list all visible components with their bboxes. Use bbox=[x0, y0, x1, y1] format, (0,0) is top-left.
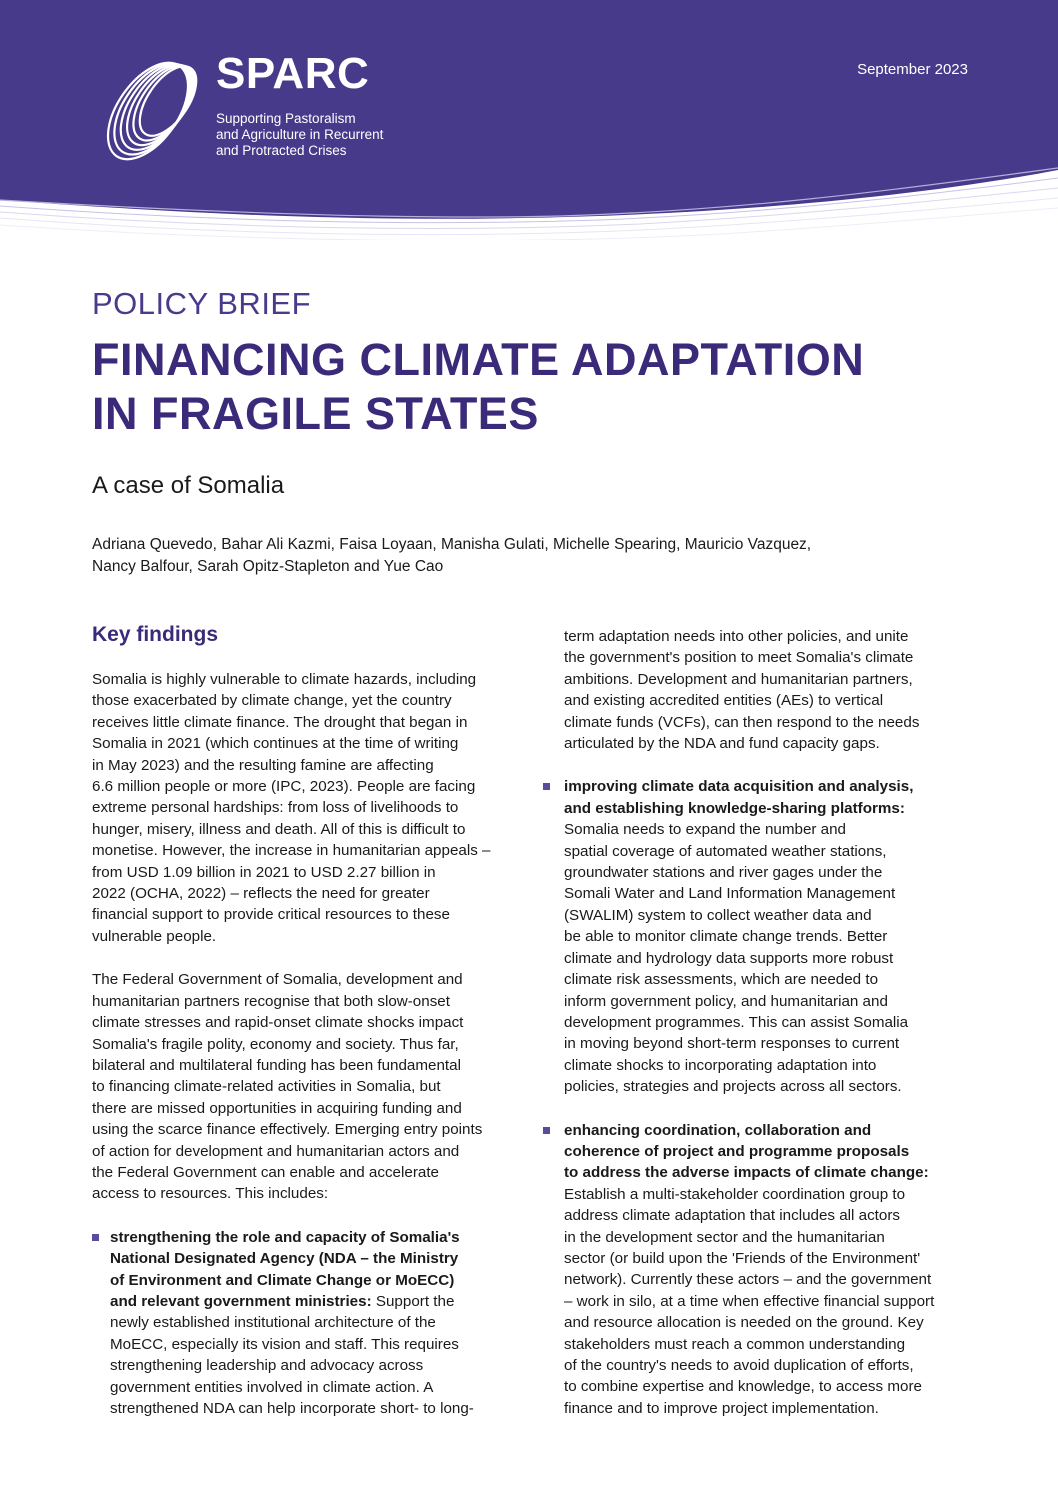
text-line: spatial coverage of automated weather stations, bbox=[564, 842, 887, 860]
text-line: Somalia in 2021 (which continues at the time of writing bbox=[92, 735, 459, 753]
text-line: climate risk assessments, which are needed to bbox=[564, 971, 879, 989]
text-line: strengthened NDA can help incorporate short- to long- bbox=[110, 1400, 474, 1417]
bullet-heading-line: coherence of project and programme proposals bbox=[564, 1142, 910, 1160]
text-line: policies, strategies and projects across all sectors. bbox=[564, 1078, 902, 1096]
text-line: to combine expertise and knowledge, to access more bbox=[564, 1378, 922, 1396]
text-line: inform government policy, and humanitarian and bbox=[564, 992, 888, 1010]
text-line: financial support to provide critical resources to these bbox=[92, 906, 450, 924]
text-line: government entities involved in climate action. A bbox=[110, 1378, 434, 1396]
bullet-heading-line: strengthening the role and capacity of Somalia's bbox=[110, 1228, 460, 1246]
body-paragraph bbox=[564, 626, 968, 754]
text-line: of the country's needs to avoid duplication of efforts, bbox=[564, 1357, 914, 1374]
text-line: from USD 1.09 billion in 2021 to USD 2.27 billion in bbox=[92, 863, 436, 881]
text-line: vulnerable people. bbox=[92, 927, 217, 945]
text-line: receives little climate finance. The drought that began in bbox=[92, 713, 468, 731]
text-line: 6.6 million people or more (IPC, 2023). People are facing bbox=[92, 778, 476, 796]
text-fragment: Support the bbox=[371, 1292, 455, 1310]
text-line: climate funds (VCFs), can then respond to the needs bbox=[564, 713, 920, 731]
text-line: in moving beyond short-term responses to current bbox=[564, 1035, 900, 1053]
finding-bullet bbox=[92, 1227, 516, 1420]
tagline-line: and Protracted Crises bbox=[216, 143, 347, 158]
text-line: in the development sector and the humanitarian bbox=[564, 1228, 885, 1246]
bullet-square-icon bbox=[92, 1234, 99, 1241]
body-paragraph bbox=[92, 969, 516, 1204]
text-line: bilateral and multilateral funding has been fundamental bbox=[92, 1056, 461, 1074]
text-line: sector (or build upon the 'Friends of the Environment' bbox=[564, 1249, 921, 1267]
text-line: Somalia's fragile polity, economy and society. Thus far, bbox=[92, 1035, 459, 1053]
text-line: to financing climate-related activities in Somalia, but bbox=[92, 1078, 441, 1096]
publication-date: September 2023 bbox=[857, 61, 968, 78]
text-line: 2022 (OCHA, 2022) – reflects the need for greater bbox=[92, 885, 430, 903]
title-line: IN FRAGILE STATES bbox=[92, 388, 539, 439]
text-line: and existing accredited entities (AEs) to vertical bbox=[564, 692, 884, 710]
document-title bbox=[92, 333, 992, 441]
bullet-heading-line: to address the adverse impacts of climate change: bbox=[564, 1164, 929, 1182]
right-column bbox=[564, 626, 968, 1441]
author-list bbox=[92, 534, 972, 578]
brand-name: SPARC bbox=[216, 49, 370, 98]
body-paragraph bbox=[92, 669, 516, 947]
text-line: newly established institutional architecture of the bbox=[110, 1314, 436, 1332]
text-line: development programmes. This can assist Somalia bbox=[564, 1013, 909, 1031]
left-column bbox=[92, 669, 516, 1441]
text-line: monetise. However, the increase in humanitarian appeals – bbox=[92, 842, 491, 860]
bullet-heading-line: of Environment and Climate Change or MoECC) bbox=[110, 1271, 455, 1289]
text-line: Somalia needs to expand the number and bbox=[564, 821, 847, 839]
text-line: groundwater stations and river gages under the bbox=[564, 864, 883, 882]
author-line: Nancy Balfour, Sarah Opitz-Stapleton and Yue Cao bbox=[92, 558, 444, 575]
brand-tagline bbox=[216, 111, 383, 159]
document-type-label: POLICY BRIEF bbox=[92, 286, 312, 321]
text-line: Establish a multi-stakeholder coordination group to bbox=[564, 1185, 906, 1203]
text-line: and resource allocation is needed on the ground. Key bbox=[564, 1314, 924, 1332]
text-line: there are missed opportunities in acquiring funding and bbox=[92, 1099, 462, 1117]
text-line: those exacerbated by climate change, yet the country bbox=[92, 692, 452, 710]
sparc-logo-icon bbox=[78, 46, 218, 176]
tagline-line: Supporting Pastoralism bbox=[216, 111, 356, 126]
text-line: hunger, misery, illness and death. All of this is difficult to bbox=[92, 820, 466, 838]
bullet-mixed-line bbox=[110, 1291, 516, 1312]
text-line: Somali Water and Land Information Management bbox=[564, 885, 896, 903]
finding-bullet bbox=[564, 776, 968, 1097]
text-line: be able to monitor climate change trends. Better bbox=[564, 928, 888, 946]
text-line: MoECC, especially its vision and staff. This requires bbox=[110, 1335, 459, 1353]
bullet-square-icon bbox=[543, 783, 550, 790]
text-line: address climate adaptation that includes all actors bbox=[564, 1207, 901, 1225]
title-line: FINANCING CLIMATE ADAPTATION bbox=[92, 334, 865, 385]
key-findings-heading: Key findings bbox=[92, 623, 219, 646]
text-line: climate and hydrology data supports more robust bbox=[564, 949, 894, 967]
text-line: humanitarian partners recognise that both slow-onset bbox=[92, 992, 450, 1010]
text-line: articulated by the NDA and fund capacity gaps. bbox=[564, 735, 880, 753]
text-line: stakeholders must reach a common understanding bbox=[564, 1335, 906, 1353]
text-line: access to resources. This includes: bbox=[92, 1185, 329, 1203]
bullet-square-icon bbox=[543, 1127, 550, 1134]
header-banner bbox=[0, 0, 1058, 240]
text-line: (SWALIM) system to collect weather data and bbox=[564, 906, 872, 924]
text-line: The Federal Government of Somalia, development and bbox=[92, 971, 463, 989]
author-line: Adriana Quevedo, Bahar Ali Kazmi, Faisa Loyaan, Manisha Gulati, Michelle Spearing, Mauricio Vazquez, bbox=[92, 536, 812, 553]
text-line: Somalia is highly vulnerable to climate hazards, including bbox=[92, 671, 477, 688]
bullet-heading-line: improving climate data acquisition and analysis, bbox=[564, 778, 914, 796]
text-line: extreme personal hardships: from loss of livelihoods to bbox=[92, 799, 459, 817]
text-line: climate shocks to incorporating adaptation into bbox=[564, 1056, 877, 1074]
text-line: the government's position to meet Somalia's climate bbox=[564, 649, 914, 667]
document-subtitle: A case of Somalia bbox=[92, 472, 285, 499]
finding-bullet bbox=[564, 1120, 968, 1420]
text-line: ambitions. Development and humanitarian partners, bbox=[564, 670, 913, 688]
tagline-line: and Agriculture in Recurrent bbox=[216, 127, 384, 142]
text-line: in May 2023) and the resulting famine are affecting bbox=[92, 756, 434, 774]
bullet-heading-line: and relevant government ministries: bbox=[110, 1292, 372, 1310]
text-line: the Federal Government can enable and accelerate bbox=[92, 1163, 439, 1181]
text-line: of action for development and humanitarian actors and bbox=[92, 1142, 460, 1160]
text-line: – work in silo, at a time when effective financial support bbox=[564, 1292, 935, 1310]
text-line: term adaptation needs into other policies, and unite bbox=[564, 628, 909, 645]
text-line: strengthening leadership and advocacy across bbox=[110, 1357, 424, 1375]
text-line: using the scarce finance effectively. Emerging entry points bbox=[92, 1121, 483, 1139]
bullet-heading-line: National Designated Agency (NDA – the Ministry bbox=[110, 1250, 459, 1268]
text-line: climate stresses and rapid-onset climate shocks impact bbox=[92, 1014, 464, 1032]
text-line: network). Currently these actors – and the government bbox=[564, 1271, 932, 1289]
text-line: finance and to improve project implementation. bbox=[564, 1399, 879, 1417]
bullet-heading-line: enhancing coordination, collaboration and bbox=[564, 1121, 872, 1139]
bullet-heading-line: and establishing knowledge-sharing platforms: bbox=[564, 799, 905, 817]
